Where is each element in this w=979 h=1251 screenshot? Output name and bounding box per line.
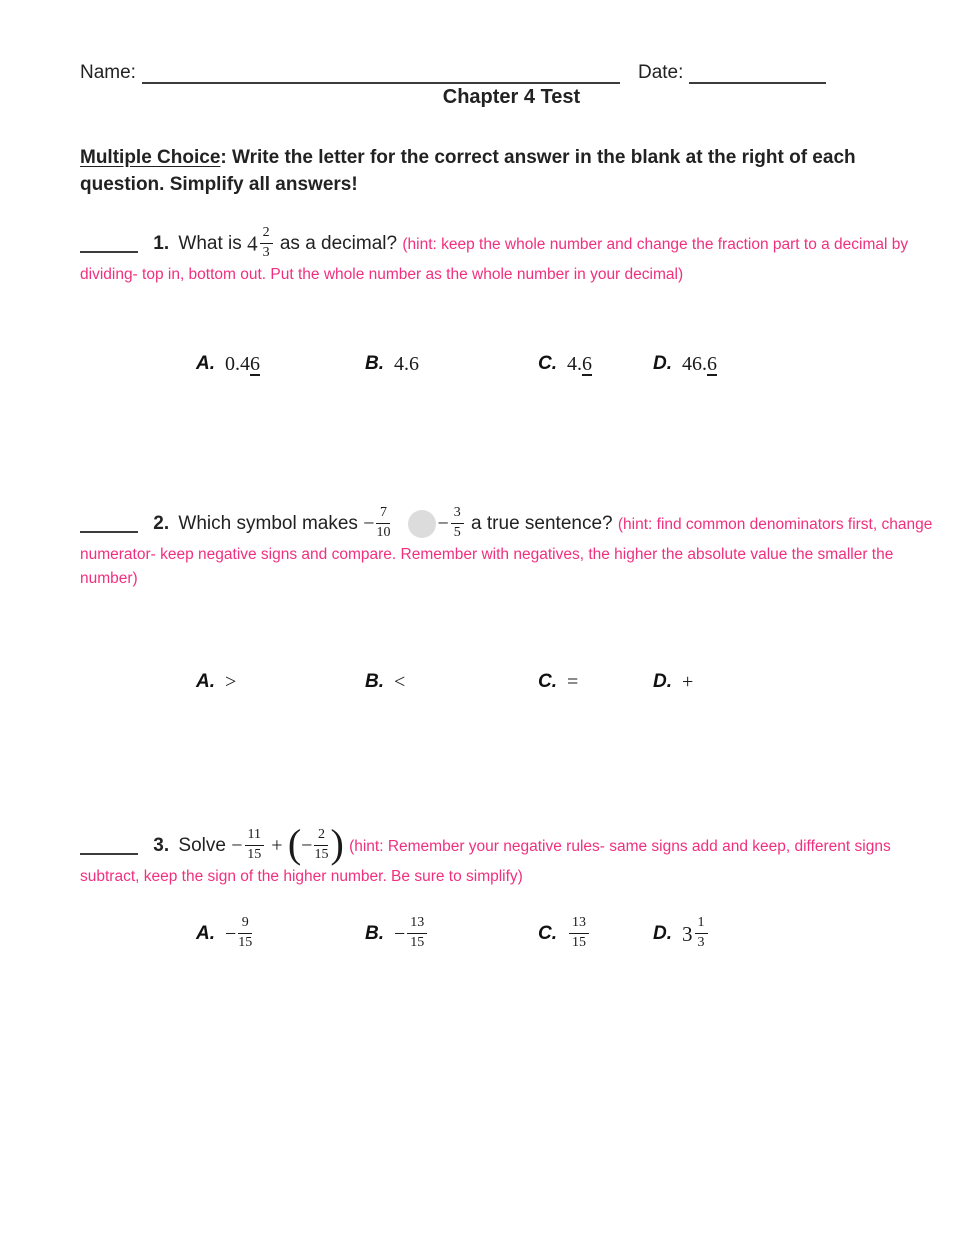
question-2-text-before: Which symbol makes [178,513,358,535]
question-3-number: 3. [153,835,170,857]
instructions [80,144,943,198]
minus-sign: − [231,834,243,857]
fraction-2-15 [314,827,328,863]
question-3-hint: (hint: Remember your negative rules- same signs add and keep, different signs subtract, keep the sign of the higher number. Be sure to simplify) [80,838,891,886]
fraction-3-5 [451,505,464,541]
page-title: Chapter 4 Test [442,86,581,108]
minus-sign: − [301,834,313,857]
answer-option-2b [365,671,538,694]
answer-label-a: A. [196,923,215,945]
plus-symbol: + [682,670,694,693]
answer-blank-2 [80,516,138,533]
question-3 [80,821,943,888]
answer-value-3d [682,916,710,952]
plus-sign: + [271,834,283,857]
name-label: Name: [80,62,136,83]
fraction-denominator: 15 [238,934,253,950]
fraction-2-3 [260,225,273,261]
question-3-answers [196,910,943,958]
answer-value-1b [394,353,419,376]
answer-option-3b [365,916,538,952]
decimal-digits: 46. [682,352,707,375]
fraction-9-15 [238,915,252,951]
answer-option-1a [196,353,365,376]
answer-label-d: D. [653,923,672,945]
repeating-digit: 6 [582,352,592,375]
question-1-number: 1. [153,233,170,255]
question-1-text-after: as a decimal? [279,233,398,255]
answer-value-3b [394,916,429,952]
answer-label-c: C. [538,923,557,945]
fraction-denominator: 5 [453,524,461,540]
header [80,58,943,84]
fraction-denominator: 3 [697,934,705,950]
answer-option-3c [538,916,653,952]
answer-value-1d [682,353,717,376]
answer-value-3a [225,916,254,952]
fraction-denominator: 10 [376,524,391,540]
answer-option-3a [196,916,365,952]
left-parenthesis: ( [287,821,302,867]
fraction-13-15 [407,915,427,951]
answer-value-1c [567,353,592,376]
fraction-7-10 [376,505,390,541]
answer-label-b: B. [365,923,384,945]
fraction-denominator: 15 [314,846,329,862]
right-parenthesis: ) [330,821,344,867]
decimal-digits: 4.6 [394,352,419,375]
fraction-numerator: 7 [376,505,390,524]
repeating-digit: 6 [250,352,260,375]
answer-label-c: C. [538,353,557,375]
answer-label-b: B. [365,671,384,693]
fraction-numerator: 11 [245,827,264,846]
fraction-denominator: 15 [572,934,586,950]
answer-blank-1 [80,236,138,253]
answer-label-d: D. [653,353,672,375]
question-2-answers [196,670,943,694]
name-blank-line [142,64,620,84]
decimal-digits: 4. [567,352,582,375]
answer-label-a: A. [196,671,215,693]
answer-blank-3 [80,838,138,855]
question-1-text-before: What is [178,233,242,255]
fraction-13-15 [569,915,589,951]
answer-label-d: D. [653,671,672,693]
comparison-placeholder-circle [408,510,436,538]
question-2-text-after: a true sentence? [471,513,613,535]
answer-option-2d [653,671,693,694]
fraction-numerator: 13 [569,915,589,934]
answer-value-3c [567,916,591,952]
answer-value-1a [225,353,260,376]
equals-symbol: = [567,670,579,693]
answer-label-c: C. [538,671,557,693]
less-than-symbol: < [394,670,406,693]
mixed-whole-number: 4 [247,231,258,256]
question-1 [80,226,943,286]
fraction-numerator: 1 [695,915,708,934]
greater-than-symbol: > [225,670,237,693]
fraction-denominator: 15 [410,934,425,950]
date-label: Date: [637,62,684,83]
mixed-whole-number: 3 [682,921,693,946]
fraction-11-15 [245,827,264,863]
fraction-numerator: 2 [260,225,273,244]
answer-option-1b [365,353,538,376]
fraction-1-3 [695,915,708,951]
answer-label-b: B. [365,353,384,375]
decimal-digits: 0.4 [225,352,250,375]
date-blank-line [689,64,826,84]
question-1-answers [196,350,943,378]
fraction-numerator: 13 [407,915,427,934]
answer-option-2c [538,671,653,694]
answer-option-1c [538,353,653,376]
fraction-denominator: 15 [247,846,262,862]
question-1-hint: (hint: keep the whole number and change the fraction part to a decimal by dividing- top in, bottom out. Put the whole number as the whole number in your decimal) [80,236,909,284]
question-2-number: 2. [153,513,170,535]
question-2-hint: (hint: find common denominators first, change numerator- keep negative signs and compare. Remember with negatives, the higher the absolute value the smaller the number) [80,516,933,588]
repeating-digit: 6 [707,352,717,375]
answer-label-a: A. [196,353,215,375]
fraction-numerator: 2 [314,827,328,846]
fraction-denominator: 3 [262,244,270,260]
question-3-text-before: Solve [178,835,226,857]
answer-option-2a [196,671,365,694]
answer-option-3d [653,916,710,952]
minus-sign: − [394,922,406,945]
answer-option-1d [653,353,717,376]
instructions-lead: Multiple Choice [80,147,221,168]
fraction-numerator: 3 [451,505,464,524]
question-2 [80,506,943,590]
instructions-text: : Write the letter for the correct answer in the blank at the right of each question. Simplify all answers! [80,147,856,195]
fraction-numerator: 9 [238,915,252,934]
minus-sign: − [437,512,449,535]
minus-sign: − [363,512,375,535]
minus-sign: − [225,922,237,945]
